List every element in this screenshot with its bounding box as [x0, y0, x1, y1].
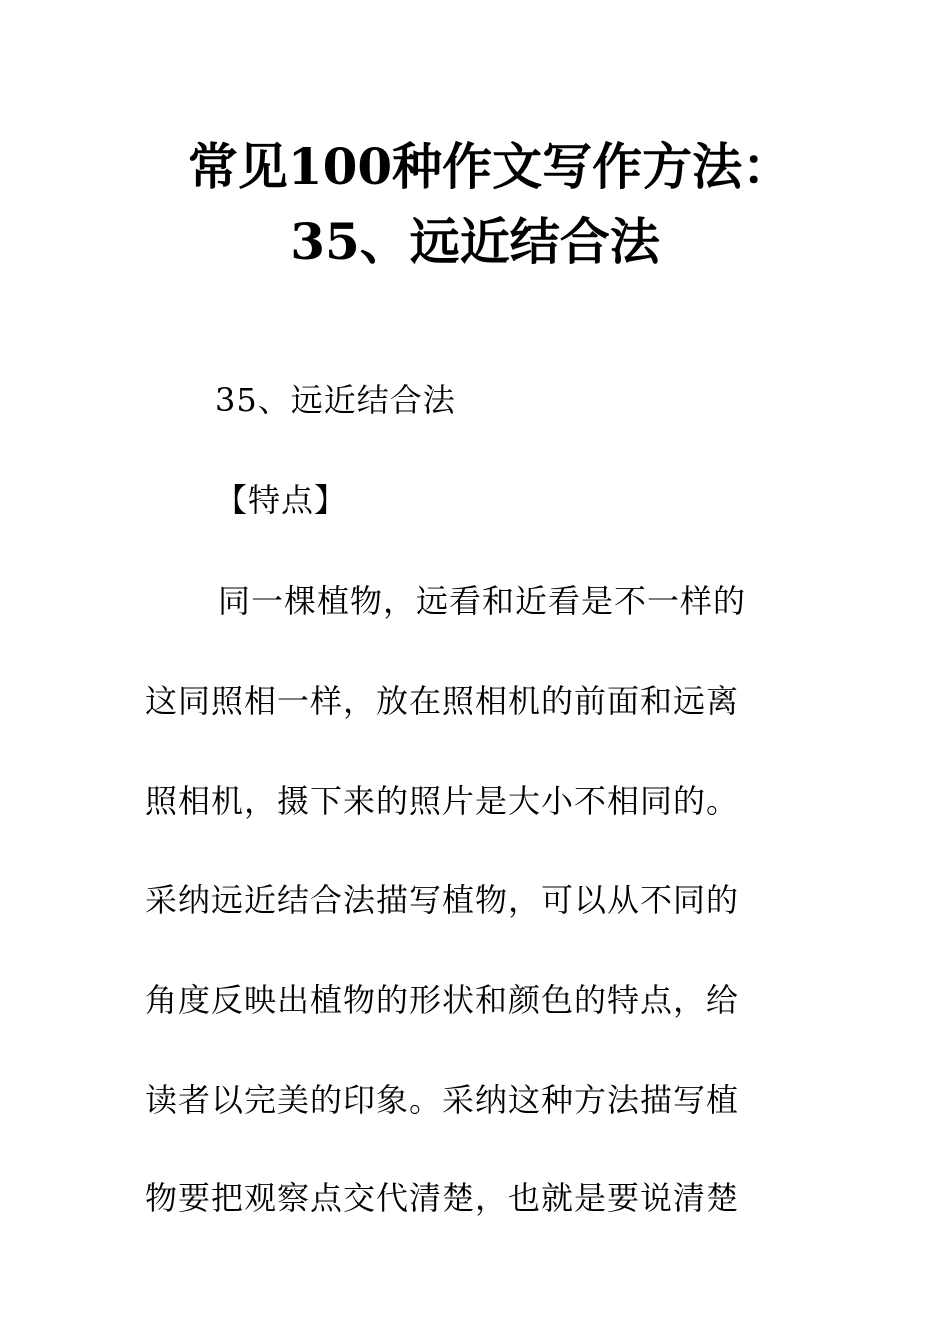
document-title-line-2: 35、远近结合法 [290, 212, 660, 271]
document-title-line-1: 常见100种作文写作方法： [187, 137, 793, 196]
body-line: 照相机，摄下来的照片是大小不相同的。 [145, 782, 740, 820]
body-line: 读者以完美的印象。采纳这种方法描写植 [145, 1081, 740, 1119]
feature-heading: 【特点】 [215, 481, 348, 519]
body-line: 同一棵植物，远看和近看是不一样的 [218, 582, 747, 620]
body-line: 物要把观察点交代清楚，也就是要说清楚 [145, 1179, 740, 1217]
body-line: 采纳远近结合法描写植物，可以从不同的 [145, 881, 740, 919]
section-heading: 35、远近结合法 [215, 381, 456, 419]
body-line: 这同照相一样，放在照相机的前面和远离 [145, 682, 740, 720]
body-line: 角度反映出植物的形状和颜色的特点，给 [145, 981, 740, 1019]
